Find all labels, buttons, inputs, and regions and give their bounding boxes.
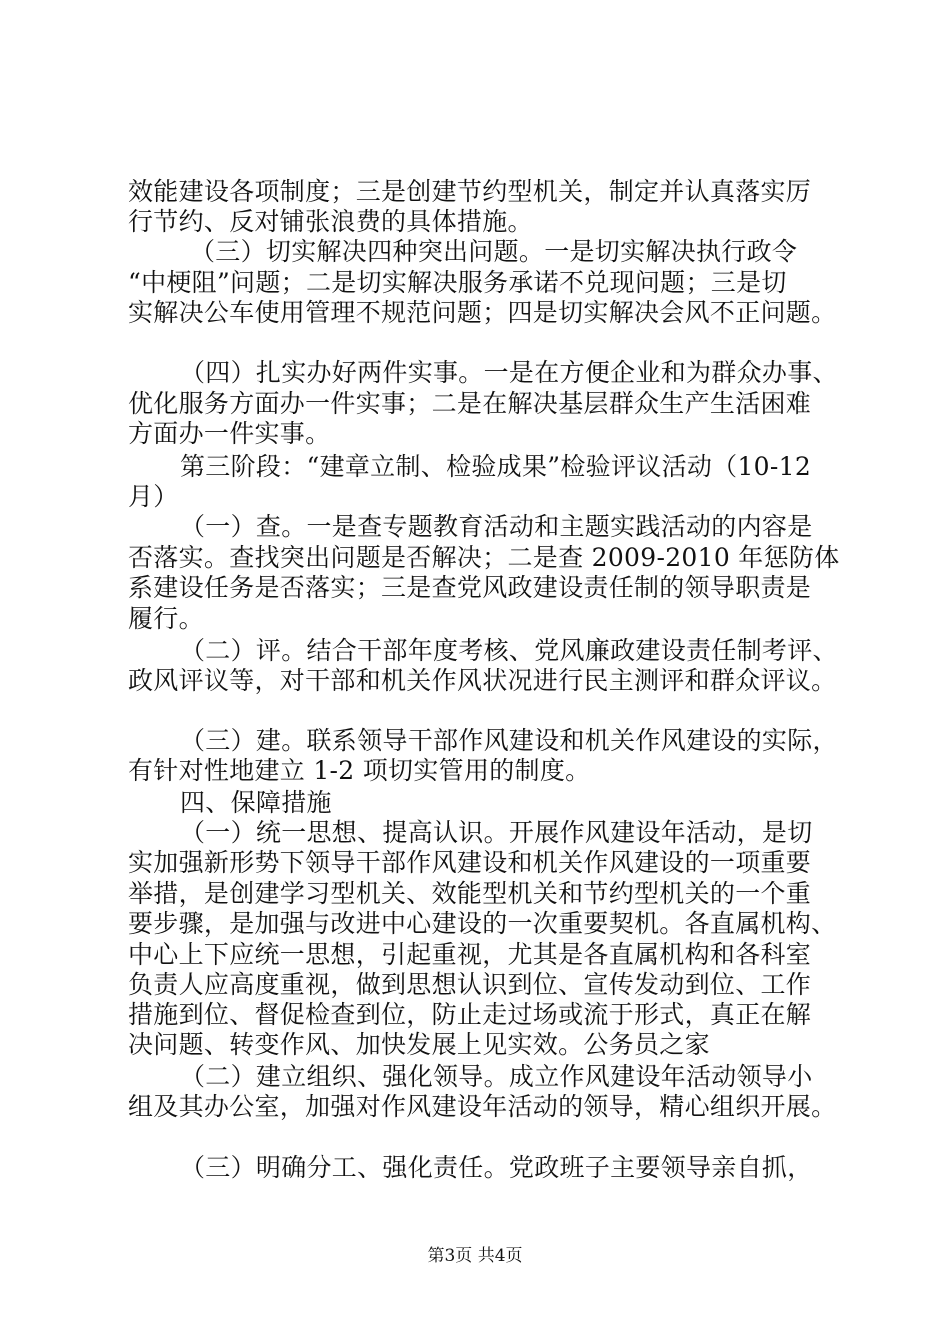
text-line: 方面办一件实事。 <box>128 419 331 448</box>
text-line: 行节约、反对铺张浪费的具体措施。 <box>128 207 533 236</box>
text-line: 月） <box>128 482 179 511</box>
text-line: “中梗阻”问题；二是切实解决服务承诺不兑现问题；三是切 <box>128 268 787 297</box>
text-line: 举措，是创建学习型机关、效能型机关和节约型机关的一个重 <box>128 879 812 908</box>
text-line: 否落实。查找突出问题是否解决；二是查 2009-2010 年惩防体 <box>128 543 840 572</box>
text-line: 决问题、转变作风、加快发展上见实效。公务员之家 <box>128 1030 710 1059</box>
section-heading: 四、保障措施 <box>180 788 332 817</box>
text-line: （一）查。一是查专题教育活动和主题实践活动的内容是 <box>180 512 813 541</box>
text-line: 系建设任务是否落实；三是查党风政建设责任制的领导职责是 <box>128 573 812 602</box>
text-line: 负责人应高度重视，做到思想认识到位、宣传发动到位、工作 <box>128 970 812 999</box>
text-line: （四）扎实办好两件实事。一是在方便企业和为群众办事、 <box>180 358 838 387</box>
text-line: 中心上下应统一思想，引起重视，尤其是各直属机构和各科室 <box>128 940 812 969</box>
text-line: （一）统一思想、提高认识。开展作风建设年活动，是切 <box>180 818 813 847</box>
text-line: 履行。 <box>128 604 204 633</box>
section-heading: 第三阶段：“建章立制、检验成果”检验评议活动（10-12 <box>180 452 812 481</box>
text-line: 措施到位、督促检查到位，防止走过场或流于形式，真正在解 <box>128 1000 812 1029</box>
text-line: （三）建。联系领导干部作风建设和机关作风建设的实际， <box>180 726 838 755</box>
text-line: 要步骤，是加强与改进中心建设的一次重要契机。各直属机构、 <box>128 909 837 938</box>
text-line: （三）明确分工、强化责任。党政班子主要领导亲自抓， <box>180 1153 813 1182</box>
text-line: 效能建设各项制度；三是创建节约型机关，制定并认真落实厉 <box>128 177 812 206</box>
text-line: 实加强新形势下领导干部作风建设和机关作风建设的一项重要 <box>128 848 812 877</box>
text-line: 有针对性地建立 1-2 项切实管用的制度。 <box>128 756 591 785</box>
text-line: 政风评议等，对干部和机关作风状况进行民主测评和群众评议。 <box>128 666 837 695</box>
text-line: 组及其办公室，加强对作风建设年活动的领导，精心组织开展。 <box>128 1092 837 1121</box>
text-line: （二）建立组织、强化领导。成立作风建设年活动领导小 <box>180 1062 813 1091</box>
text-line: （二）评。结合干部年度考核、党风廉政建设责任制考评、 <box>180 636 838 665</box>
text-line: （三）切实解决四种突出问题。一是切实解决执行政令 <box>190 237 798 266</box>
page-footer: 第3页 共4页 <box>427 1246 523 1266</box>
text-line: 优化服务方面办一件实事；二是在解决基层群众生产生活困难 <box>128 389 812 418</box>
text-line: 实解决公车使用管理不规范问题；四是切实解决会风不正问题。 <box>128 298 837 327</box>
